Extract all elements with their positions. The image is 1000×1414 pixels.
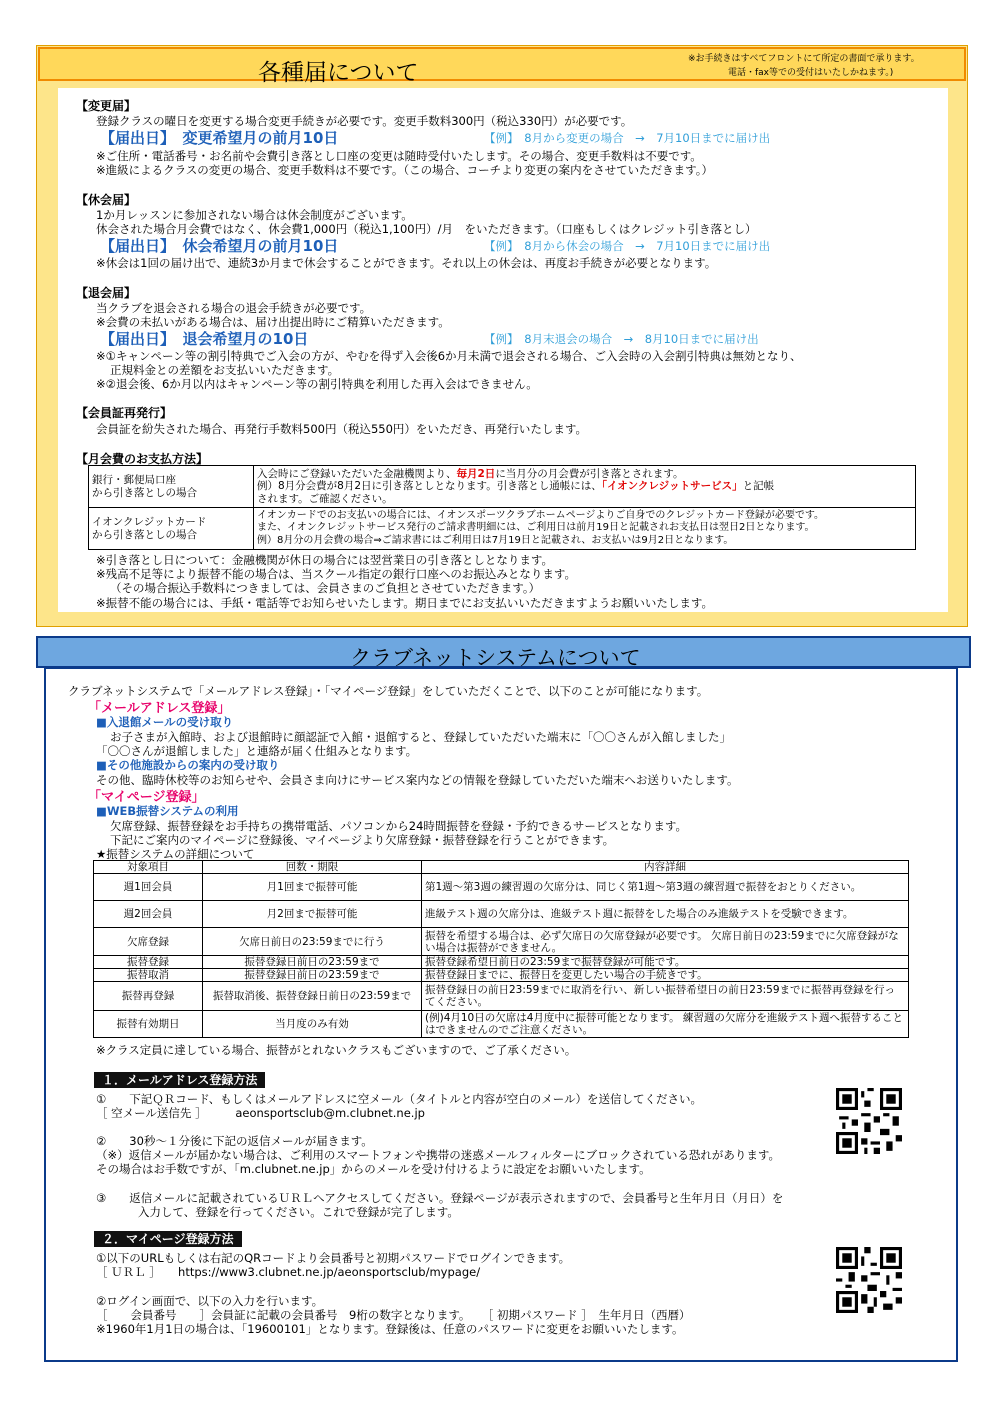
rest-line-1: 1か月レッスンに参加されない場合は休会制度がございます。 xyxy=(96,208,413,222)
transfer-table xyxy=(93,860,909,1038)
web-transfer-line-2: 下記にご案内のマイページに登録後、マイページより欠席登録・振替登録を行うことができます。 xyxy=(110,833,615,847)
change-heading: 【変更届】 xyxy=(76,99,137,113)
entry-mail-line-2: 「〇〇さんが退館しました」と連絡が届く仕組みとなります。 xyxy=(96,744,418,758)
mail-qr-code[interactable] xyxy=(834,1088,904,1154)
card-heading: 【会員証再発行】 xyxy=(76,406,173,420)
table-row: 週2回会員 月2回まで振替可能 進級テスト週の欠席分は、進級テスト週に振替をした場合のみ進級テストを受験できます。 xyxy=(94,901,909,928)
quit-example: 【例】 8月末退会の場合 → 8月10日までに届け出 xyxy=(484,332,759,346)
mypage-password-note: ※1960年1月1日の場合は、「19600101」となります。登録後は、任意のパスワードに変更をお願いいたします。 xyxy=(96,1322,684,1336)
mail-step-2-note-2: その場合はお手数ですが、「m.clubnet.ne.jp」からのメールを受け付けるように設定をお願いいたします。 xyxy=(96,1162,651,1176)
change-example: 【例】 8月から変更の場合 → 7月10日までに届け出 xyxy=(484,131,771,145)
rest-line-2: 休会された場合月会費ではなく、休会費1,000円（税込1,100円）/月 をいただきます。（口座もしくはクレジット引き落とし） xyxy=(96,222,757,236)
mail-step-1: ① 下記ＱＲコード、もしくはメールアドレスに空メール（タイトルと内容が空白のメール）を送信してください。 xyxy=(96,1092,703,1106)
table-row: 振替有効期日 当月度のみ有効 (例)4月10日の欠席は4月度中に振替可能となります。 練習週の欠席分を進級テスト週へ振替することはできませんのでご注意ください。 xyxy=(94,1011,909,1038)
clubnet-intro: クラブネットシステムで「メールアドレス登録」・「マイページ登録」をしていただくことで、以下のことが可能になります。 xyxy=(68,684,709,698)
mypage-method-heading: ２．マイページ登録方法 xyxy=(94,1231,242,1247)
mail-method-heading: １．メールアドレス登録方法 xyxy=(94,1072,265,1088)
mail-step-3: ③ 返信メールに記載されているＵＲＬへアクセスしてください。登録ページが表示されますので、会員番号と生年月日（月日）を xyxy=(96,1191,784,1205)
rest-example: 【例】 8月から休会の場合 → 7月10日までに届け出 xyxy=(484,239,771,253)
table-row: 週1回会員 月1回まで振替可能 第1週〜第3週の練習週の欠席分は、同じく第1週〜第3週の練習週で振替をおとりください。 xyxy=(94,874,909,901)
mypage-url[interactable]: ［ ＵＲＬ ］ https://www3.clubnet.ne.jp/aeonsportsclub/mypage/ xyxy=(96,1265,481,1279)
mypage-step-2: ②ログイン画面で、以下の入力を行います。 xyxy=(96,1294,324,1308)
forms-note-1: ※お手続きはすべてフロントにて所定の書面で承ります。 xyxy=(688,54,920,64)
mail-step-2: ② 30秒〜１分後に下記の返信メールが届きます。 xyxy=(96,1134,373,1148)
payment-table xyxy=(88,465,916,550)
payment-credit-detail: イオンカードでのお支払いの場合には、イオンスポーツクラブホームページよりご自身でのクレジットカード登録が必要です。 また、イオンクレジットサービス発行のご請求書明細には、ご利用日は前月19日と記載されお支払日は翌日2日となります。 例）8月分の月会費の場合⇒ご請求書にはご利用日は7月19日と記載され、お支払いは9月2日となります。 xyxy=(254,508,916,550)
facility-info-heading: ■その他施設からの案内の受け取り xyxy=(96,758,280,772)
rest-heading: 【休会届】 xyxy=(76,193,137,207)
section-clubnet-title: クラブネットシステムについて xyxy=(350,646,641,670)
quit-line-5: ※②退会後、6か月以内はキャンペーン等の割引特典を利用した再入会はできません。 xyxy=(96,377,538,391)
mail-address[interactable]: ［ 空メール送信先 ］ aeonsportsclub@m.clubnet.ne.jp xyxy=(96,1106,425,1120)
entry-mail-line-1: お子さまが入館時、および退館時に顔認証で入館・退館すると、登録していただいた端末に「〇〇さんが入館しました」 xyxy=(110,730,731,744)
table-row: 振替再登録 振替取消後、振替登録日前日の23:59まで 振替登録日の前日23:59までに取消を行い、新しい振替希望日の前日23:59までに振替再登録を行ってください。 xyxy=(94,982,909,1011)
facility-info-line-1: その他、臨時休校等のお知らせや、会員さま向けにサービス案内などの情報を登録していただいた端末へお送りいたします。 xyxy=(96,773,739,787)
transfer-table-header: 対象項目 回数・期限 内容詳細 xyxy=(94,861,909,874)
rest-due: 【届出日】 休会希望月の前月10日 xyxy=(100,237,339,255)
quit-line-1: 当クラブを退会される場合の退会手続きが必要です。 xyxy=(96,301,372,315)
pay-note-3: （その場合振込手数料につきましては、会員さまのご負担とさせていただきます。） xyxy=(110,581,541,595)
payment-credit-label: イオンクレジットカード から引き落としの場合 xyxy=(89,508,254,550)
quit-due: 【届出日】 退会希望月の10日 xyxy=(100,330,309,348)
section-clubnet-header xyxy=(36,636,971,668)
section-forms-title: 各種届について xyxy=(258,60,419,86)
payment-bank-detail: 入会時にご登録いただいた金融機関より、毎月2日に当月分の月会費が引き落とされます。 例）8月分会費が8月2日に引き落としとなります。引き落とし通帳には、「イオンクレジットサービス」と記帳 されます。ご確認ください。 xyxy=(254,466,916,508)
pay-note-2: ※残高不足等により振替不能の場合は、当スクール指定の銀行口座へのお振込みとなります。 xyxy=(96,567,576,581)
mypage-qr-code[interactable] xyxy=(834,1247,904,1313)
pay-heading: 【月会費のお支払方法】 xyxy=(76,452,209,466)
web-transfer-heading: ■WEB振替システムの利用 xyxy=(96,804,239,818)
table-row: 振替登録 振替登録日前日の23:59まで 振替登録希望日前日の23:59まで振替登録が可能です。 xyxy=(94,956,909,969)
change-line-2: ※ご住所・電話番号・お名前や会費引き落とし口座の変更は随時受付いたします。その場合、変更手数料は不要です。 xyxy=(96,149,702,163)
quit-line-3: ※①キャンペーン等の割引特典でご入会の方が、やむを得ず入会後6か月未満で退会される場合、ご入会時の入会割引特典は無効となり、 xyxy=(96,349,802,363)
pay-note-1: ※引き落とし日について：金融機関が休日の場合には翌営業日の引き落としとなります。 xyxy=(96,553,553,567)
transfer-note: ※クラス定員に達している場合、振替がとれないクラスもございますので、ご了承ください。 xyxy=(96,1043,577,1057)
table-row: 欠席登録 欠席日前日の23:59までに行う 振替を希望する場合は、必ず欠席日の欠席登録が必要です。 欠席日前日の23:59までに欠席登録がない場合は振替ができません。 xyxy=(94,928,909,956)
quit-heading: 【退会届】 xyxy=(76,286,137,300)
section-forms-header xyxy=(38,47,966,86)
mypage-register-heading: 「マイページ登録」 xyxy=(88,790,205,805)
forms-note-2: 電話・fax等での受付はいたしかねます。) xyxy=(728,68,894,78)
mypage-login-fields: ［ 会員番号 ］会員証に記載の会員番号 9桁の数字となります。 ［ 初期パスワード ］ 生年月日（西暦） xyxy=(96,1308,691,1322)
web-transfer-line-1: 欠席登録、振替登録をお手持ちの携帯電話、パソコンから24時間振替を登録・予約できるサービスとなります。 xyxy=(110,819,687,833)
mypage-step-1: ①以下のURLもしくは右記のQRコードより会員番号と初期パスワードでログインできます。 xyxy=(96,1251,571,1265)
pay-note-4: ※振替不能の場合には、手紙・電話等でお知らせいたします。期日までにお支払いいただきますようお願いいたします。 xyxy=(96,596,713,610)
payment-bank-label: 銀行・郵便局口座 から引き落としの場合 xyxy=(89,466,254,508)
mail-step-3-cont: 入力して、登録を行ってください。これで登録が完了します。 xyxy=(138,1205,459,1219)
table-row: 振替取消 振替登録日前日の23:59まで 振替登録日までに、振替日を変更したい場合の手続きです。 xyxy=(94,969,909,982)
mail-step-2-note-1: （※）返信メールが届かない場合は、ご利用のスマートフォンや携帯の迷惑メールフィルターにブロックされている恐れがあります。 xyxy=(96,1148,780,1162)
change-line-3: ※進級によるクラスの変更の場合、変更手数料は不要です。（この場合、コーチより変更の案内をさせていただきます。） xyxy=(96,163,713,177)
quit-line-2: ※会費の未払いがある場合は、届け出提出時にご精算いただきます。 xyxy=(96,315,450,329)
change-line-1: 登録クラスの曜日を変更する場合変更手続きが必要です。変更手数料300円（税込330円）が必要です。 xyxy=(96,114,633,128)
quit-line-4: 正規料金との差額をお支払いいただきます。 xyxy=(110,363,340,377)
entry-mail-heading: ■入退館メールの受け取り xyxy=(96,715,234,729)
change-due: 【届出日】 変更希望月の前月10日 xyxy=(100,129,339,147)
transfer-detail-heading: ★振替システムの詳細について xyxy=(96,847,255,861)
card-line-1: 会員証を紛失された場合、再発行手数料500円（税込550円）をいただき、再発行いたします。 xyxy=(96,422,588,436)
mail-register-heading: 「メールアドレス登録」 xyxy=(88,701,231,716)
rest-line-3: ※休会は1回の届け出で、連続3か月まで休会することができます。それ以上の休会は、再度お手続きが必要となります。 xyxy=(96,256,717,270)
